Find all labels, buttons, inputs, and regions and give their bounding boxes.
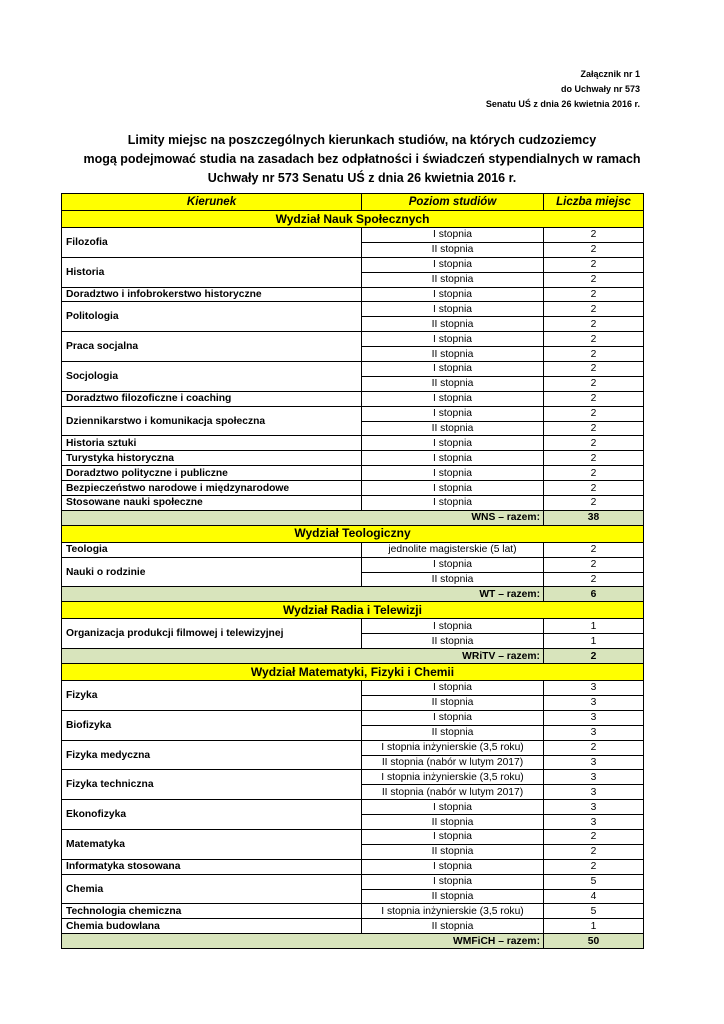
subtotal-row — [62, 934, 644, 949]
seat-count: 1 — [544, 634, 644, 649]
program-name: Teologia — [62, 542, 362, 557]
study-level: I stopnia inżynierskie (3,5 roku) — [362, 740, 544, 755]
table-body — [62, 211, 644, 949]
seat-count: 2 — [544, 317, 644, 332]
faculty-header-row — [62, 664, 644, 681]
study-level: I stopnia — [362, 451, 544, 466]
study-level: I stopnia — [362, 257, 544, 272]
seat-count: 1 — [544, 919, 644, 934]
program-name: Ekonofizyka — [62, 800, 362, 830]
seat-count: 2 — [544, 466, 644, 481]
title-line-1: Limity miejsc na poszczególnych kierunkach studiów, na których cudzoziemcy — [127, 133, 597, 147]
study-level: jednolite magisterskie (5 lat) — [362, 542, 544, 557]
title-line-3: Uchwały nr 573 Senatu UŚ z dnia 26 kwietnia 2016 r. — [207, 171, 517, 185]
study-level: II stopnia — [362, 695, 544, 710]
table-row — [62, 496, 644, 511]
subtotal-row — [62, 587, 644, 602]
seat-count: 2 — [544, 542, 644, 557]
study-level: I stopnia — [362, 391, 544, 406]
table-row — [62, 332, 644, 347]
study-level: II stopnia (nabór w lutym 2017) — [362, 755, 544, 770]
seat-count: 3 — [544, 755, 644, 770]
header-kierunek: Kierunek — [62, 194, 362, 211]
study-level: I stopnia — [362, 710, 544, 725]
faculty-header-row — [62, 602, 644, 619]
table-row — [62, 919, 644, 934]
subtotal-label: WMFiCH – razem: — [62, 934, 544, 949]
table-row — [62, 681, 644, 696]
study-level: II stopnia — [362, 376, 544, 391]
subtotal-value: 50 — [544, 934, 644, 949]
subtotal-value: 38 — [544, 510, 644, 525]
seat-count: 4 — [544, 889, 644, 904]
study-level: II stopnia — [362, 572, 544, 587]
program-name: Chemia budowlana — [62, 919, 362, 934]
program-name: Praca socjalna — [62, 332, 362, 362]
seat-count: 2 — [544, 859, 644, 874]
study-level: II stopnia — [362, 815, 544, 830]
study-level: I stopnia inżynierskie (3,5 roku) — [362, 770, 544, 785]
limits-table — [61, 193, 644, 949]
annex-line-2: do Uchwały nr 573 — [560, 84, 640, 94]
study-level: I stopnia — [362, 557, 544, 572]
study-level: I stopnia — [362, 829, 544, 844]
seat-count: 2 — [544, 362, 644, 377]
table-row — [62, 874, 644, 889]
study-level: II stopnia — [362, 347, 544, 362]
table-row — [62, 436, 644, 451]
seat-count: 2 — [544, 257, 644, 272]
seat-count: 2 — [544, 557, 644, 572]
table-row — [62, 406, 644, 421]
program-name: Fizyka techniczna — [62, 770, 362, 800]
program-name: Politologia — [62, 302, 362, 332]
table-row — [62, 302, 644, 317]
seat-count: 2 — [544, 272, 644, 287]
seat-count: 2 — [544, 376, 644, 391]
seat-count: 5 — [544, 874, 644, 889]
faculty-name: Wydział Matematyki, Fizyki i Chemii — [62, 664, 644, 681]
seat-count: 3 — [544, 710, 644, 725]
study-level: II stopnia (nabór w lutym 2017) — [362, 785, 544, 800]
study-level: II stopnia — [362, 889, 544, 904]
study-level: II stopnia — [362, 421, 544, 436]
study-level: I stopnia — [362, 436, 544, 451]
program-name: Organizacja produkcji filmowej i telewizyjnej — [62, 619, 362, 649]
header-liczba: Liczba miejsc — [544, 194, 644, 211]
faculty-header-row — [62, 525, 644, 542]
faculty-name: Wydział Teologiczny — [62, 525, 644, 542]
seat-count: 2 — [544, 421, 644, 436]
subtotal-row — [62, 649, 644, 664]
program-name: Doradztwo filozoficzne i coaching — [62, 391, 362, 406]
program-name: Doradztwo polityczne i publiczne — [62, 466, 362, 481]
table-row — [62, 859, 644, 874]
faculty-name: Wydział Nauk Społecznych — [62, 211, 644, 228]
seat-count: 2 — [544, 406, 644, 421]
faculty-name: Wydział Radia i Telewizji — [62, 602, 644, 619]
seat-count: 2 — [544, 844, 644, 859]
study-level: II stopnia — [362, 317, 544, 332]
header-poziom: Poziom studiów — [362, 194, 544, 211]
seat-count: 2 — [544, 481, 644, 496]
table-header-row — [62, 194, 644, 211]
program-name: Nauki o rodzinie — [62, 557, 362, 587]
seat-count: 2 — [544, 347, 644, 362]
table-row — [62, 257, 644, 272]
seat-count: 3 — [544, 785, 644, 800]
program-name: Dziennikarstwo i komunikacja społeczna — [62, 406, 362, 436]
subtotal-label: WRiTV – razem: — [62, 649, 544, 664]
seat-count: 2 — [544, 228, 644, 243]
seat-count: 2 — [544, 436, 644, 451]
table-row — [62, 770, 644, 785]
seat-count: 2 — [544, 572, 644, 587]
study-level: I stopnia inżynierskie (3,5 roku) — [362, 904, 544, 919]
document-title — [60, 131, 664, 188]
study-level: II stopnia — [362, 272, 544, 287]
study-level: I stopnia — [362, 406, 544, 421]
study-level: I stopnia — [362, 302, 544, 317]
seat-count: 3 — [544, 725, 644, 740]
program-name: Technologia chemiczna — [62, 904, 362, 919]
study-level: I stopnia — [362, 481, 544, 496]
study-level: I stopnia — [362, 619, 544, 634]
table-row — [62, 228, 644, 243]
subtotal-value: 6 — [544, 587, 644, 602]
subtotal-label: WT – razem: — [62, 587, 544, 602]
table-row — [62, 362, 644, 377]
seat-count: 2 — [544, 242, 644, 257]
table-row — [62, 800, 644, 815]
seat-count: 2 — [544, 332, 644, 347]
program-name: Bezpieczeństwo narodowe i międzynarodowe — [62, 481, 362, 496]
study-level: I stopnia — [362, 287, 544, 302]
study-level: II stopnia — [362, 242, 544, 257]
table-row — [62, 287, 644, 302]
table-row — [62, 451, 644, 466]
annex-note — [486, 67, 640, 112]
program-name: Fizyka medyczna — [62, 740, 362, 770]
program-name: Filozofia — [62, 228, 362, 258]
study-level: I stopnia — [362, 362, 544, 377]
study-level: I stopnia — [362, 859, 544, 874]
seat-count: 2 — [544, 740, 644, 755]
title-line-2: mogą podejmować studia na zasadach bez odpłatności i świadczeń stypendialnych w ramach — [83, 152, 641, 166]
study-level: I stopnia — [362, 332, 544, 347]
program-name: Socjologia — [62, 362, 362, 392]
seat-count: 2 — [544, 829, 644, 844]
seat-count: 3 — [544, 681, 644, 696]
study-level: I stopnia — [362, 466, 544, 481]
seat-count: 2 — [544, 287, 644, 302]
faculty-header-row — [62, 211, 644, 228]
study-level: I stopnia — [362, 496, 544, 511]
table-row — [62, 619, 644, 634]
program-name: Fizyka — [62, 681, 362, 711]
seat-count: 3 — [544, 815, 644, 830]
study-level: I stopnia — [362, 874, 544, 889]
seat-count: 5 — [544, 904, 644, 919]
study-level: II stopnia — [362, 919, 544, 934]
program-name: Doradztwo i infobrokerstwo historyczne — [62, 287, 362, 302]
program-name: Chemia — [62, 874, 362, 904]
table-row — [62, 466, 644, 481]
table-row — [62, 557, 644, 572]
table-row — [62, 829, 644, 844]
program-name: Informatyka stosowana — [62, 859, 362, 874]
table-row — [62, 481, 644, 496]
seat-count: 2 — [544, 496, 644, 511]
subtotal-value: 2 — [544, 649, 644, 664]
seat-count: 2 — [544, 302, 644, 317]
seat-count: 3 — [544, 770, 644, 785]
seat-count: 3 — [544, 695, 644, 710]
seat-count: 1 — [544, 619, 644, 634]
annex-line-1: Załącznik nr 1 — [580, 69, 640, 79]
program-name: Historia sztuki — [62, 436, 362, 451]
study-level: I stopnia — [362, 228, 544, 243]
program-name: Matematyka — [62, 829, 362, 859]
study-level: II stopnia — [362, 725, 544, 740]
table-row — [62, 904, 644, 919]
seat-count: 2 — [544, 391, 644, 406]
study-level: I stopnia — [362, 681, 544, 696]
program-name: Turystyka historyczna — [62, 451, 362, 466]
program-name: Historia — [62, 257, 362, 287]
study-level: II stopnia — [362, 844, 544, 859]
subtotal-row — [62, 510, 644, 525]
seat-count: 3 — [544, 800, 644, 815]
annex-line-3: Senatu UŚ z dnia 26 kwietnia 2016 r. — [485, 99, 640, 109]
table-row — [62, 391, 644, 406]
program-name: Stosowane nauki społeczne — [62, 496, 362, 511]
study-level: II stopnia — [362, 634, 544, 649]
table-row — [62, 710, 644, 725]
subtotal-label: WNS – razem: — [62, 510, 544, 525]
seat-count: 2 — [544, 451, 644, 466]
table-row — [62, 740, 644, 755]
program-name: Biofizyka — [62, 710, 362, 740]
study-level: I stopnia — [362, 800, 544, 815]
table-row — [62, 542, 644, 557]
